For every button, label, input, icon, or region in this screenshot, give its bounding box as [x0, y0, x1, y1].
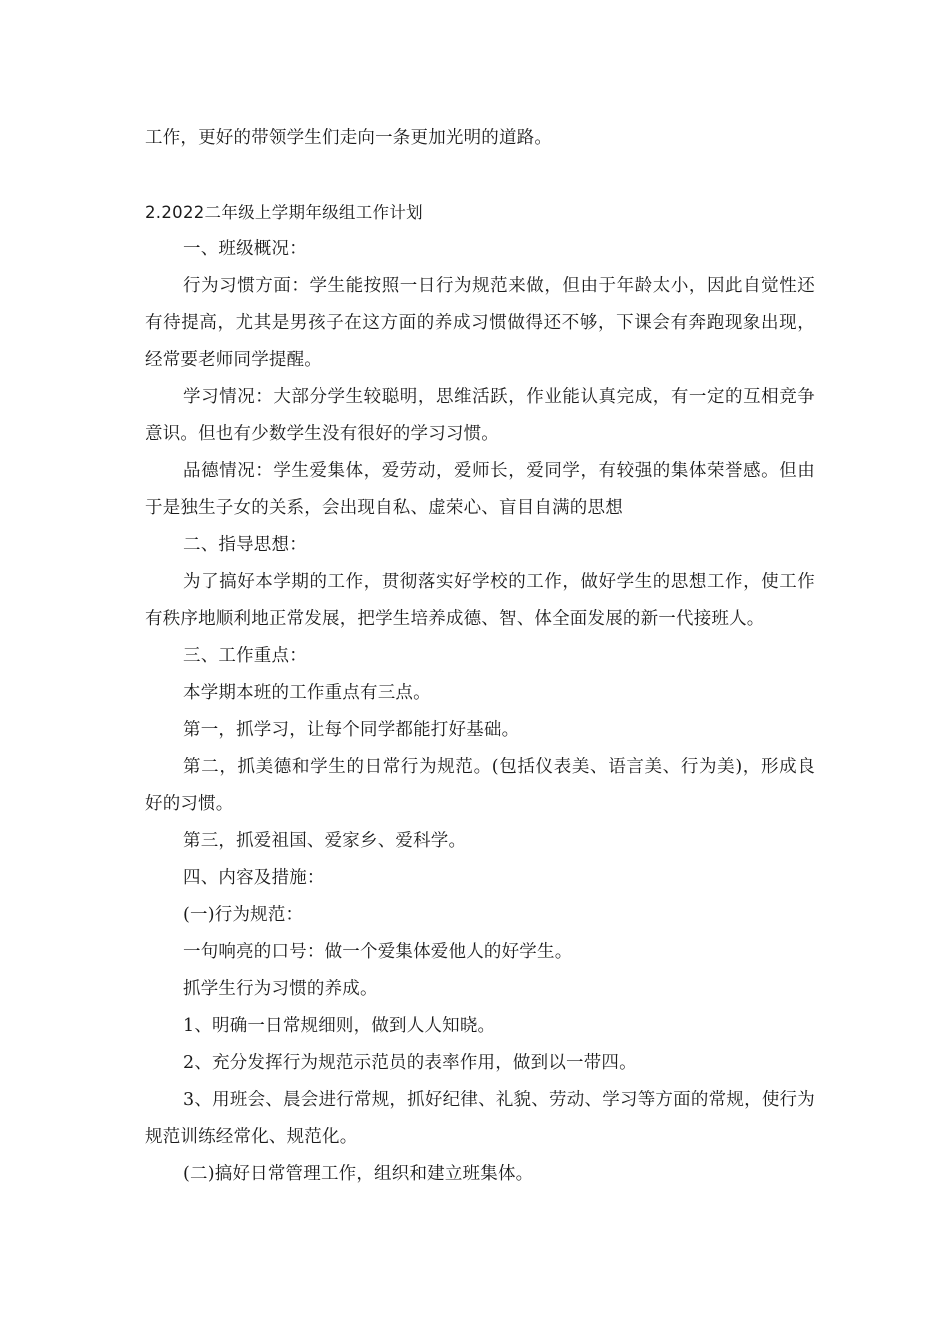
body-paragraph: 为了搞好本学期的工作，贯彻落实好学校的工作，做好学生的思想工作，使工作有秩序地顺利地正常发展，把学生培养成德、智、体全面发展的新一代接班人。 [145, 572, 815, 629]
body-paragraph: 2、充分发挥行为规范示范员的表率作用，做到以一带四。 [183, 1053, 637, 1073]
body-paragraph: 第三，抓爱祖国、爱家乡、爱科学。 [183, 831, 467, 851]
body-paragraph: 1、明确一日常规细则，做到人人知晓。 [183, 1016, 496, 1036]
body-paragraph: 四、内容及措施： [183, 868, 325, 888]
body-paragraph: (二)搞好日常管理工作，组织和建立班集体。 [183, 1164, 534, 1184]
paragraph-spacer [145, 157, 815, 194]
carryover-paragraph: 工作，更好的带领学生们走向一条更加光明的道路。 [145, 128, 553, 148]
body-paragraph: (一)行为规范： [183, 905, 304, 925]
body-paragraph: 抓学生行为习惯的养成。 [183, 979, 378, 999]
body-paragraph: 本学期本班的工作重点有三点。 [183, 683, 431, 703]
body-paragraph: 品德情况：学生爱集体，爱劳动，爱师长，爱同学，有较强的集体荣誉感。但由于是独生子女的关系，会出现自私、虚荣心、盲目自满的思想 [145, 461, 815, 518]
body-paragraph: 第二，抓美德和学生的日常行为规范。(包括仪表美、语言美、行为美)，形成良好的习惯。 [145, 757, 815, 814]
body-paragraph: 三、工作重点： [183, 646, 307, 666]
body-paragraph: 行为习惯方面：学生能按照一日行为规范来做，但由于年龄太小，因此自觉性还有待提高，尤其是男孩子在这方面的养成习惯做得还不够，下课会有奔跑现象出现，经常要老师同学提醒。 [145, 276, 815, 370]
body-paragraph: 二、指导思想： [183, 535, 307, 555]
body-paragraph: 第一，抓学习，让每个同学都能打好基础。 [183, 720, 520, 740]
body-paragraph: 3、用班会、晨会进行常规，抓好纪律、礼貌、劳动、学习等方面的常规，使行为规范训练经常化、规范化。 [145, 1090, 815, 1147]
section-heading: 2.2022二年级上学期年级组工作计划 [145, 203, 423, 222]
document-body [145, 120, 815, 1193]
body-paragraph: 学习情况：大部分学生较聪明，思维活跃，作业能认真完成，有一定的互相竞争意识。但也有少数学生没有很好的学习习惯。 [145, 387, 815, 444]
body-paragraph: 一句响亮的口号：做一个爱集体爱他人的好学生。 [183, 942, 573, 962]
body-paragraph: 一、班级概况： [183, 239, 307, 259]
